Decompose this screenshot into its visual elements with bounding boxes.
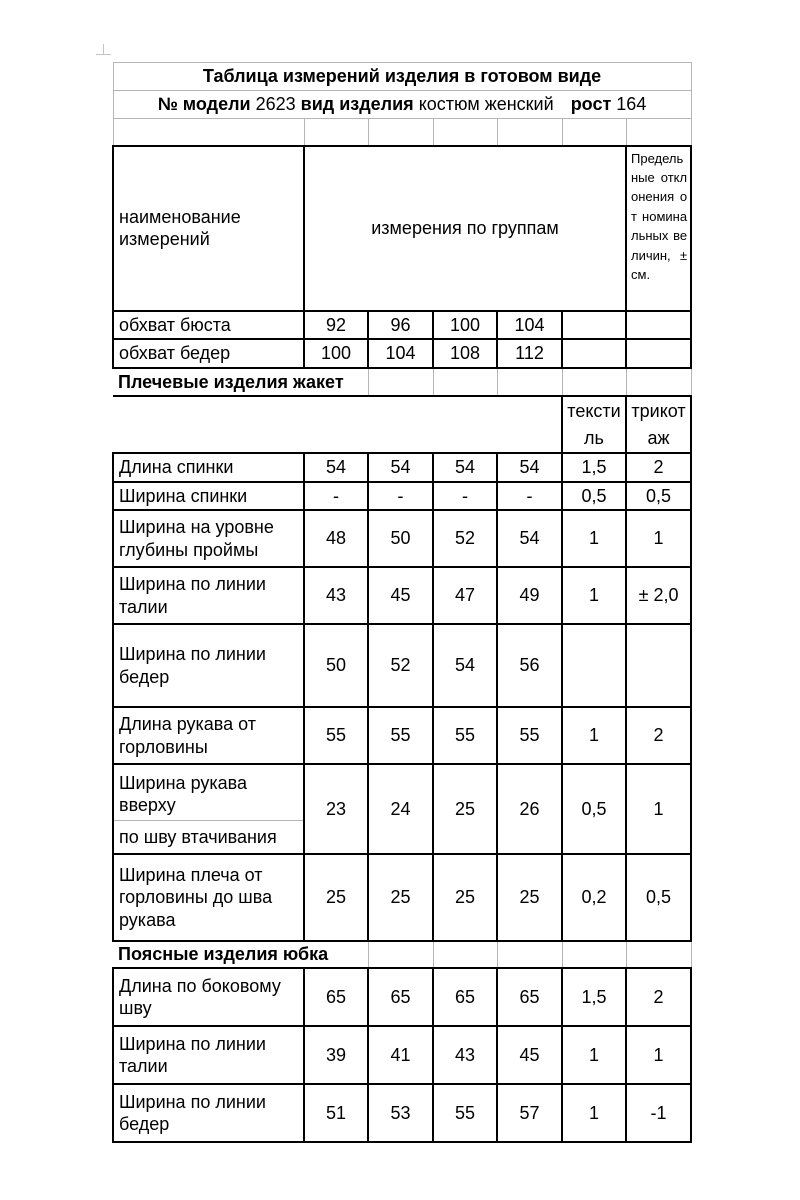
value-cell: -	[497, 482, 562, 511]
section-filler-cell	[626, 941, 691, 968]
height-value: 164	[616, 94, 647, 115]
page-title: Таблица измерений изделия в готовом виде	[113, 63, 691, 91]
row-label-bottom: по шву втачивания	[119, 827, 277, 848]
value-cell: 0,5	[562, 764, 626, 854]
section-filler-cell	[562, 368, 626, 396]
value-cell: 1	[562, 510, 626, 567]
row-side-seam-length	[113, 968, 691, 1026]
section-filler-cell	[368, 368, 433, 396]
value-cell: 1	[562, 567, 626, 624]
empty-cell	[497, 119, 562, 146]
value-cell: 47	[433, 567, 497, 624]
row-waist-width-jacket	[113, 567, 691, 624]
value-cell: 23	[304, 764, 368, 854]
value-cell: 48	[304, 510, 368, 567]
value-cell	[562, 339, 626, 368]
value-cell: 24	[368, 764, 433, 854]
section-title-skirt: Поясные изделия юбка	[113, 941, 368, 968]
value-cell: 108	[433, 339, 497, 368]
value-cell	[562, 311, 626, 340]
value-cell: 55	[304, 707, 368, 764]
value-cell: 50	[368, 510, 433, 567]
value-cell: 54	[497, 510, 562, 567]
value-cell	[626, 339, 691, 368]
row-label: обхват бедер	[113, 339, 304, 368]
value-cell: 2	[626, 453, 691, 482]
empty-cell	[113, 396, 562, 453]
value-cell: 1	[626, 764, 691, 854]
value-cell: 100	[433, 311, 497, 340]
row-sleeve-top-width	[113, 764, 691, 854]
row-waist-width-skirt	[113, 1026, 691, 1084]
value-cell: 112	[497, 339, 562, 368]
value-cell: 25	[433, 764, 497, 854]
value-cell: 0,5	[562, 482, 626, 511]
value-cell: 100	[304, 339, 368, 368]
value-cell: 57	[497, 1084, 562, 1142]
empty-cell	[113, 119, 304, 146]
value-cell: 26	[497, 764, 562, 854]
header-name-column: наименование измерений	[113, 146, 304, 311]
value-cell: 55	[433, 707, 497, 764]
value-cell: 65	[433, 968, 497, 1026]
row-hip-width-jacket	[113, 624, 691, 707]
row-label: Длина по боковому шву	[113, 968, 304, 1026]
row-label: Длина спинки	[113, 453, 304, 482]
section-filler-cell	[433, 368, 497, 396]
value-cell: 25	[368, 854, 433, 941]
empty-cell	[368, 119, 433, 146]
value-cell: 55	[497, 707, 562, 764]
value-cell: 0,5	[626, 854, 691, 941]
value-cell: 65	[304, 968, 368, 1026]
row-back-width	[113, 482, 691, 511]
value-cell: 54	[497, 453, 562, 482]
value-cell: 49	[497, 567, 562, 624]
value-cell: 2	[626, 707, 691, 764]
value-cell: 52	[433, 510, 497, 567]
row-label: Ширина спинки	[113, 482, 304, 511]
value-cell: 45	[497, 1026, 562, 1084]
value-cell	[626, 311, 691, 340]
section-row-jacket	[113, 368, 691, 396]
value-cell: 2	[626, 968, 691, 1026]
value-cell: -1	[626, 1084, 691, 1142]
value-cell: 50	[304, 624, 368, 707]
section-filler-cell	[433, 941, 497, 968]
empty-cell	[433, 119, 497, 146]
value-cell: 96	[368, 311, 433, 340]
value-cell: 55	[433, 1084, 497, 1142]
section-title-jacket: Плечевые изделия жакет	[113, 368, 368, 396]
value-cell: 0,5	[626, 482, 691, 511]
value-cell: 1,5	[562, 453, 626, 482]
value-cell: 53	[368, 1084, 433, 1142]
row-label: Длина рукава от горловины	[113, 707, 304, 764]
value-cell: 1	[562, 707, 626, 764]
subheader-knit: трикотаж	[626, 396, 691, 453]
value-cell	[626, 624, 691, 707]
row-back-length	[113, 453, 691, 482]
model-info	[113, 91, 691, 119]
value-cell: 1	[626, 510, 691, 567]
value-cell: 0,2	[562, 854, 626, 941]
row-sleeve-length	[113, 707, 691, 764]
row-bust	[113, 311, 691, 340]
header-groups-column: измерения по группам	[304, 146, 626, 311]
value-cell: 25	[497, 854, 562, 941]
row-hips	[113, 339, 691, 368]
title-row	[113, 63, 691, 91]
value-cell: 43	[304, 567, 368, 624]
row-label: Ширина по линии бедер	[113, 624, 304, 707]
value-cell: 1	[626, 1026, 691, 1084]
row-label: Ширина плеча от горловины до шва рукава	[113, 854, 304, 941]
value-cell: 51	[304, 1084, 368, 1142]
value-cell: ± 2,0	[626, 567, 691, 624]
subheader-textile: текстиль	[562, 396, 626, 453]
height-label: рост	[570, 94, 612, 115]
section-filler-cell	[497, 368, 562, 396]
column-header-row	[113, 146, 691, 311]
value-cell	[562, 624, 626, 707]
row-label-split	[113, 764, 304, 854]
value-cell: -	[368, 482, 433, 511]
row-label: Ширина по линии бедер	[113, 1084, 304, 1142]
value-cell: 1	[562, 1084, 626, 1142]
section-filler-cell	[626, 368, 691, 396]
empty-row	[113, 119, 691, 146]
row-label: Ширина на уровне глубины проймы	[113, 510, 304, 567]
type-value: костюм женский	[418, 94, 554, 115]
section-row-skirt	[113, 941, 691, 968]
row-label-top: Ширина рукава вверху	[114, 765, 303, 821]
measurement-table	[112, 62, 692, 1143]
gridline-mark-vertical	[103, 44, 104, 55]
row-shoulder-width	[113, 854, 691, 941]
value-cell: 54	[433, 453, 497, 482]
type-label: вид изделия	[300, 94, 414, 115]
section-filler-cell	[497, 941, 562, 968]
section-filler-cell	[368, 941, 433, 968]
empty-cell	[626, 119, 691, 146]
row-label: Ширина по линии талии	[113, 1026, 304, 1084]
value-cell: 41	[368, 1026, 433, 1084]
row-label: обхват бюста	[113, 311, 304, 340]
value-cell: 45	[368, 567, 433, 624]
value-cell: 56	[497, 624, 562, 707]
value-cell: 65	[368, 968, 433, 1026]
model-row	[113, 91, 691, 119]
value-cell: -	[304, 482, 368, 511]
value-cell: 54	[433, 624, 497, 707]
value-cell: 1,5	[562, 968, 626, 1026]
row-label: Ширина по линии талии	[113, 567, 304, 624]
value-cell: 25	[304, 854, 368, 941]
value-cell: 25	[433, 854, 497, 941]
value-cell: 104	[497, 311, 562, 340]
value-cell: 104	[368, 339, 433, 368]
value-cell: 43	[433, 1026, 497, 1084]
value-cell: 1	[562, 1026, 626, 1084]
value-cell: 55	[368, 707, 433, 764]
header-tolerance-column: Предельные отклонения от номинальных величин, ± см.	[626, 146, 691, 311]
empty-cell	[562, 119, 626, 146]
value-cell: -	[433, 482, 497, 511]
value-cell: 92	[304, 311, 368, 340]
section-filler-cell	[562, 941, 626, 968]
model-value: 2623	[255, 94, 296, 115]
value-cell: 65	[497, 968, 562, 1026]
empty-cell	[304, 119, 368, 146]
value-cell: 39	[304, 1026, 368, 1084]
value-cell: 52	[368, 624, 433, 707]
row-hip-width-skirt	[113, 1084, 691, 1142]
row-armhole-width	[113, 510, 691, 567]
model-label: № модели	[157, 94, 251, 115]
value-cell: 54	[304, 453, 368, 482]
value-cell: 54	[368, 453, 433, 482]
material-subheader-row	[113, 396, 691, 453]
